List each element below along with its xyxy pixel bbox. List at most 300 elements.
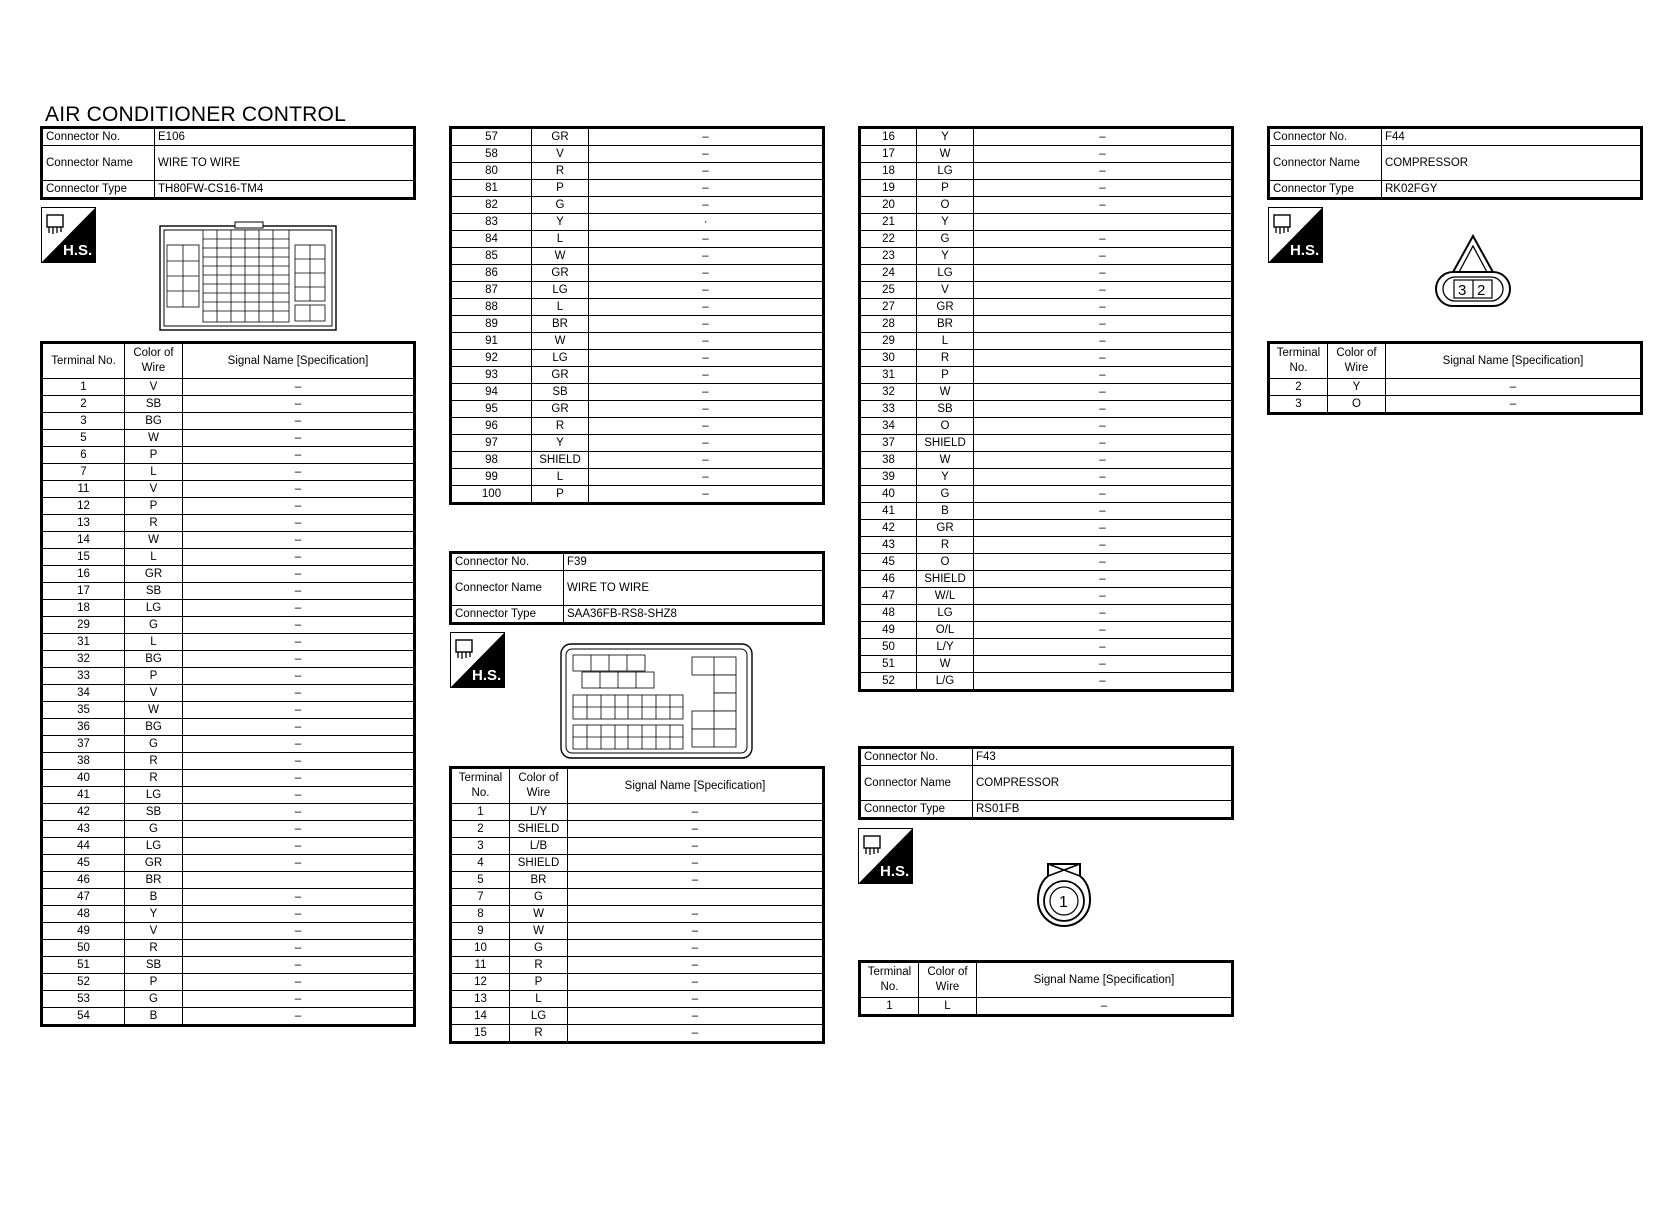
terminal-no-cell: 49	[860, 622, 917, 639]
table-row	[451, 214, 824, 231]
signal-name-cell: –	[183, 702, 415, 719]
table-row	[451, 435, 824, 452]
terminal-no-cell: 45	[860, 554, 917, 571]
wire-color-cell: SB	[125, 804, 183, 821]
signal-name-cell: –	[589, 265, 824, 282]
table-row	[860, 265, 1233, 282]
wire-color-cell: BG	[125, 651, 183, 668]
wire-color-cell: L	[532, 231, 589, 248]
connector-no-label: Connector No.	[860, 748, 973, 766]
terminal-no-cell: 9	[451, 923, 510, 940]
terminal-no-cell: 91	[451, 333, 532, 350]
wire-color-cell: V	[125, 685, 183, 702]
wire-color-cell: V	[917, 282, 974, 299]
table-row	[42, 413, 415, 430]
signal-name-cell: –	[974, 588, 1233, 605]
signal-name-cell: –	[589, 180, 824, 197]
table-row	[42, 838, 415, 855]
terminal-no-cell: 58	[451, 146, 532, 163]
signal-name-cell: –	[974, 571, 1233, 588]
table-row	[42, 957, 415, 974]
terminal-no-cell: 15	[451, 1025, 510, 1043]
table-row	[451, 838, 824, 855]
terminal-no-cell: 88	[451, 299, 532, 316]
table-row	[451, 889, 824, 906]
terminal-no-cell: 39	[860, 469, 917, 486]
terminal-no-cell: 27	[860, 299, 917, 316]
wire-color-cell: W	[510, 906, 568, 923]
wire-color-cell: R	[917, 350, 974, 367]
signal-name-header: Signal Name [Specification]	[1386, 343, 1642, 379]
signal-name-cell: –	[183, 481, 415, 498]
wire-color-cell: SHIELD	[532, 452, 589, 469]
signal-name-cell: –	[183, 804, 415, 821]
table-row	[451, 197, 824, 214]
terminal-no-cell: 1	[860, 998, 919, 1016]
signal-name-cell: –	[183, 396, 415, 413]
wire-color-cell: P	[125, 498, 183, 515]
wire-color-cell: P	[125, 974, 183, 991]
signal-name-cell: –	[568, 940, 824, 957]
signal-name-cell: –	[568, 838, 824, 855]
table-row	[860, 367, 1233, 384]
connector-type-label: Connector Type	[42, 181, 155, 199]
wire-color-cell: R	[917, 537, 974, 554]
terminal-no-cell: 10	[451, 940, 510, 957]
connector-name-label: Connector Name	[451, 571, 564, 606]
wire-color-cell: LG	[917, 163, 974, 180]
wire-color-cell: W	[125, 430, 183, 447]
wire-color-cell: B	[125, 1008, 183, 1026]
signal-name-header: Signal Name [Specification]	[183, 343, 415, 379]
signal-name-cell: –	[183, 498, 415, 515]
signal-name-cell: –	[568, 821, 824, 838]
signal-name-cell: –	[974, 554, 1233, 571]
signal-name-cell: –	[183, 719, 415, 736]
terminal-no-cell: 7	[42, 464, 125, 481]
terminal-no-cell: 8	[451, 906, 510, 923]
signal-name-cell: –	[183, 379, 415, 396]
terminal-no-cell: 99	[451, 469, 532, 486]
wire-color-cell: BG	[125, 413, 183, 430]
color-of-wire-header: Color of Wire	[1328, 343, 1386, 379]
connector-type-label: Connector Type	[860, 801, 973, 819]
table-row	[42, 889, 415, 906]
signal-name-cell: –	[183, 923, 415, 940]
signal-name-cell: –	[974, 180, 1233, 197]
terminal-no-cell: 53	[42, 991, 125, 1008]
signal-name-cell: –	[183, 413, 415, 430]
table-row	[860, 605, 1233, 622]
table-row	[451, 1008, 824, 1025]
terminal-no-cell: 17	[42, 583, 125, 600]
wire-color-cell: BR	[917, 316, 974, 333]
terminal-no-cell: 29	[860, 333, 917, 350]
wire-color-cell: SB	[125, 396, 183, 413]
table-row	[451, 486, 824, 504]
wire-color-cell: W	[125, 702, 183, 719]
color-of-wire-header: Color of Wire	[919, 962, 977, 998]
connector-e106-info	[40, 126, 416, 200]
signal-name-cell: –	[183, 974, 415, 991]
harness-side-icon	[450, 632, 505, 688]
terminal-no-cell: 23	[860, 248, 917, 265]
table-row	[451, 821, 824, 838]
signal-name-cell: –	[183, 957, 415, 974]
terminal-no-cell: 3	[42, 413, 125, 430]
terminal-no-cell: 29	[42, 617, 125, 634]
signal-name-cell: –	[183, 838, 415, 855]
connector-e106-terminal-table-continued	[449, 126, 825, 505]
wire-color-cell: GR	[917, 520, 974, 537]
terminal-no-cell: 32	[42, 651, 125, 668]
connector-name-label: Connector Name	[42, 146, 155, 181]
terminal-no-cell: 7	[451, 889, 510, 906]
signal-name-cell: –	[589, 384, 824, 401]
terminal-no-cell: 43	[42, 821, 125, 838]
wire-color-cell: V	[125, 481, 183, 498]
connector-type-label: Connector Type	[1269, 181, 1382, 199]
terminal-no-cell: 41	[42, 787, 125, 804]
terminal-no-cell: 3	[451, 838, 510, 855]
terminal-no-cell: 16	[42, 566, 125, 583]
connector-no-label: Connector No.	[1269, 128, 1382, 146]
terminal-no-cell: 2	[42, 396, 125, 413]
signal-name-cell: –	[589, 469, 824, 486]
table-row	[42, 1008, 415, 1026]
table-row	[860, 656, 1233, 673]
wire-color-cell: L/G	[917, 673, 974, 691]
table-row	[451, 146, 824, 163]
connector-f39-info	[449, 551, 825, 625]
wire-color-cell: LG	[510, 1008, 568, 1025]
table-row	[860, 588, 1233, 605]
wire-color-cell: P	[532, 180, 589, 197]
terminal-no-cell: 40	[860, 486, 917, 503]
connector-type-value: RK02FGY	[1382, 181, 1642, 199]
signal-name-cell: –	[183, 770, 415, 787]
terminal-no-cell: 11	[42, 481, 125, 498]
table-row	[42, 498, 415, 515]
signal-name-cell: –	[974, 316, 1233, 333]
connector-type-value: TH80FW-CS16-TM4	[155, 181, 415, 199]
wire-color-cell: Y	[532, 214, 589, 231]
table-row	[42, 532, 415, 549]
signal-name-cell: –	[183, 1008, 415, 1026]
terminal-no-cell: 47	[860, 588, 917, 605]
table-row	[42, 566, 415, 583]
table-row	[42, 430, 415, 447]
table-row	[860, 231, 1233, 248]
terminal-no-cell: 100	[451, 486, 532, 504]
table-row	[42, 617, 415, 634]
table-row	[451, 906, 824, 923]
signal-name-cell: –	[568, 1025, 824, 1043]
table-row	[451, 231, 824, 248]
table-row	[860, 639, 1233, 656]
terminal-no-cell: 45	[42, 855, 125, 872]
wire-color-cell: L	[917, 333, 974, 350]
connector-no-value: F43	[973, 748, 1233, 766]
terminal-no-cell: 14	[451, 1008, 510, 1025]
wire-color-cell: O/L	[917, 622, 974, 639]
table-row	[451, 418, 824, 435]
terminal-no-cell: 13	[42, 515, 125, 532]
table-row	[860, 418, 1233, 435]
connector-f44-face-diagram	[1432, 234, 1514, 313]
wire-color-cell: L	[125, 464, 183, 481]
wire-color-cell: GR	[125, 855, 183, 872]
terminal-no-cell: 14	[42, 532, 125, 549]
color-of-wire-header: Color of Wire	[510, 768, 568, 804]
table-row	[451, 265, 824, 282]
table-row	[451, 180, 824, 197]
table-row	[451, 940, 824, 957]
wire-color-cell: SHIELD	[510, 855, 568, 872]
table-row	[451, 299, 824, 316]
terminal-no-header: Terminal No.	[1269, 343, 1328, 379]
harness-side-icon	[858, 828, 913, 884]
table-row	[42, 804, 415, 821]
wire-color-cell: Y	[532, 435, 589, 452]
signal-name-cell: –	[183, 787, 415, 804]
table-row	[860, 146, 1233, 163]
connector-f43-face-diagram	[1036, 862, 1092, 933]
table-row	[451, 923, 824, 940]
table-row	[860, 248, 1233, 265]
signal-name-cell: –	[183, 736, 415, 753]
terminal-no-cell: 6	[42, 447, 125, 464]
wire-color-cell: B	[125, 889, 183, 906]
terminal-no-cell: 42	[860, 520, 917, 537]
terminal-no-cell: 3	[1269, 396, 1328, 414]
signal-name-cell: –	[974, 146, 1233, 163]
connector-f44-info	[1267, 126, 1643, 200]
wire-color-cell: SB	[532, 384, 589, 401]
wire-color-cell: Y	[125, 906, 183, 923]
signal-name-cell: –	[183, 821, 415, 838]
signal-name-cell: –	[589, 197, 824, 214]
table-row	[42, 906, 415, 923]
terminal-no-cell: 34	[42, 685, 125, 702]
table-row	[860, 452, 1233, 469]
terminal-no-cell: 57	[451, 128, 532, 146]
table-row	[42, 855, 415, 872]
wire-color-cell: Y	[917, 214, 974, 231]
table-row	[42, 447, 415, 464]
signal-name-cell: –	[183, 532, 415, 549]
terminal-no-cell: 94	[451, 384, 532, 401]
signal-name-cell: –	[183, 991, 415, 1008]
wire-color-cell: LG	[532, 282, 589, 299]
table-row	[451, 872, 824, 889]
terminal-no-cell: 93	[451, 367, 532, 384]
connector-e106-face-diagram	[159, 221, 337, 336]
signal-name-cell: –	[974, 639, 1233, 656]
wire-color-cell: G	[125, 736, 183, 753]
signal-name-cell: –	[974, 486, 1233, 503]
table-row	[451, 1025, 824, 1043]
terminal-no-cell: 48	[860, 605, 917, 622]
signal-name-cell: –	[974, 197, 1233, 214]
table-row	[860, 197, 1233, 214]
terminal-no-cell: 12	[42, 498, 125, 515]
signal-name-cell: –	[183, 464, 415, 481]
table-row	[42, 549, 415, 566]
connector-type-label: Connector Type	[451, 606, 564, 624]
svg-text:H.S.: H.S.	[1290, 242, 1320, 259]
wire-color-cell: GR	[532, 367, 589, 384]
signal-name-cell: –	[183, 753, 415, 770]
table-row	[451, 957, 824, 974]
table-row	[42, 702, 415, 719]
table-row	[860, 214, 1233, 231]
terminal-no-cell: 54	[42, 1008, 125, 1026]
table-row	[860, 333, 1233, 350]
table-row	[860, 350, 1233, 367]
wire-color-cell: G	[125, 617, 183, 634]
signal-name-cell: –	[568, 1008, 824, 1025]
table-row	[451, 350, 824, 367]
table-row	[451, 248, 824, 265]
connector-type-value: SAA36FB-RS8-SHZ8	[564, 606, 824, 624]
signal-name-cell: –	[183, 906, 415, 923]
signal-name-cell: –	[974, 333, 1233, 350]
terminal-no-cell: 28	[860, 316, 917, 333]
table-row	[451, 163, 824, 180]
connector-name-value: COMPRESSOR	[973, 766, 1233, 801]
terminal-no-cell: 43	[860, 537, 917, 554]
wire-color-cell: L	[125, 634, 183, 651]
table-row	[42, 464, 415, 481]
wire-color-cell: G	[510, 940, 568, 957]
signal-name-cell: –	[974, 367, 1233, 384]
signal-name-cell: –	[568, 855, 824, 872]
terminal-no-cell: 87	[451, 282, 532, 299]
table-row	[42, 396, 415, 413]
signal-name-cell	[568, 889, 824, 906]
wire-color-cell: LG	[125, 838, 183, 855]
signal-name-cell: –	[568, 974, 824, 991]
table-row	[451, 452, 824, 469]
svg-text:H.S.: H.S.	[63, 242, 93, 259]
terminal-no-cell: 83	[451, 214, 532, 231]
table-row	[42, 600, 415, 617]
signal-name-cell: –	[974, 656, 1233, 673]
wire-color-cell: W	[917, 384, 974, 401]
terminal-no-cell: 81	[451, 180, 532, 197]
table-row	[42, 991, 415, 1008]
connector-name-label: Connector Name	[1269, 146, 1382, 181]
signal-name-cell: –	[568, 923, 824, 940]
wire-color-cell: V	[125, 923, 183, 940]
table-row	[860, 401, 1233, 418]
table-row	[42, 736, 415, 753]
wire-color-cell: GR	[917, 299, 974, 316]
table-row	[860, 282, 1233, 299]
signal-name-cell: –	[183, 940, 415, 957]
table-row	[860, 299, 1233, 316]
wire-color-cell: W	[510, 923, 568, 940]
table-row	[451, 855, 824, 872]
wire-color-cell: W	[917, 656, 974, 673]
terminal-no-cell: 32	[860, 384, 917, 401]
terminal-no-cell: 41	[860, 503, 917, 520]
wire-color-cell: BG	[125, 719, 183, 736]
wire-color-cell: W/L	[917, 588, 974, 605]
connector-name-value: WIRE TO WIRE	[564, 571, 824, 606]
pin-2-label: 2	[1477, 282, 1486, 299]
signal-name-cell: –	[589, 248, 824, 265]
signal-name-cell: –	[183, 634, 415, 651]
signal-name-cell: –	[589, 231, 824, 248]
wire-color-cell: W	[917, 146, 974, 163]
signal-name-cell: –	[974, 605, 1233, 622]
connector-f44-terminal-table	[1267, 341, 1643, 415]
terminal-no-cell: 37	[42, 736, 125, 753]
terminal-no-cell: 25	[860, 282, 917, 299]
wire-color-cell: SHIELD	[917, 571, 974, 588]
table-row	[42, 634, 415, 651]
wire-color-cell: O	[1328, 396, 1386, 414]
terminal-no-cell: 21	[860, 214, 917, 231]
signal-name-cell: –	[974, 520, 1233, 537]
signal-name-cell: –	[974, 622, 1233, 639]
terminal-no-cell: 30	[860, 350, 917, 367]
wire-color-cell: R	[125, 770, 183, 787]
wire-color-cell: SB	[917, 401, 974, 418]
wire-color-cell: O	[917, 418, 974, 435]
terminal-no-cell: 13	[451, 991, 510, 1008]
terminal-no-cell: 18	[860, 163, 917, 180]
terminal-no-cell: 33	[860, 401, 917, 418]
page-title: AIR CONDITIONER CONTROL	[45, 103, 346, 126]
signal-name-cell: –	[589, 128, 824, 146]
terminal-no-cell: 12	[451, 974, 510, 991]
signal-name-cell: –	[183, 685, 415, 702]
wire-color-cell: Y	[917, 469, 974, 486]
wire-color-cell: BR	[510, 872, 568, 889]
table-row	[860, 486, 1233, 503]
wire-color-cell: LG	[125, 787, 183, 804]
wire-color-cell: B	[917, 503, 974, 520]
signal-name-cell: –	[589, 146, 824, 163]
signal-name-cell: –	[183, 430, 415, 447]
terminal-no-cell: 18	[42, 600, 125, 617]
table-row	[860, 520, 1233, 537]
terminal-no-header: Terminal No.	[860, 962, 919, 998]
svg-text:H.S.: H.S.	[880, 863, 910, 880]
connector-f43-info	[858, 746, 1234, 820]
wire-color-cell: P	[125, 447, 183, 464]
terminal-no-cell: 85	[451, 248, 532, 265]
table-row	[860, 180, 1233, 197]
signal-name-cell: –	[974, 163, 1233, 180]
wire-color-cell: L	[919, 998, 977, 1016]
terminal-no-cell: 38	[860, 452, 917, 469]
table-row	[42, 515, 415, 532]
wire-color-cell: P	[917, 367, 974, 384]
terminal-no-cell: 31	[860, 367, 917, 384]
signal-name-cell: –	[589, 418, 824, 435]
terminal-no-cell: 95	[451, 401, 532, 418]
table-row	[451, 128, 824, 146]
terminal-no-cell: 48	[42, 906, 125, 923]
terminal-no-cell: 98	[451, 452, 532, 469]
signal-name-cell: –	[974, 435, 1233, 452]
signal-name-cell	[974, 214, 1233, 231]
signal-name-cell: –	[183, 668, 415, 685]
